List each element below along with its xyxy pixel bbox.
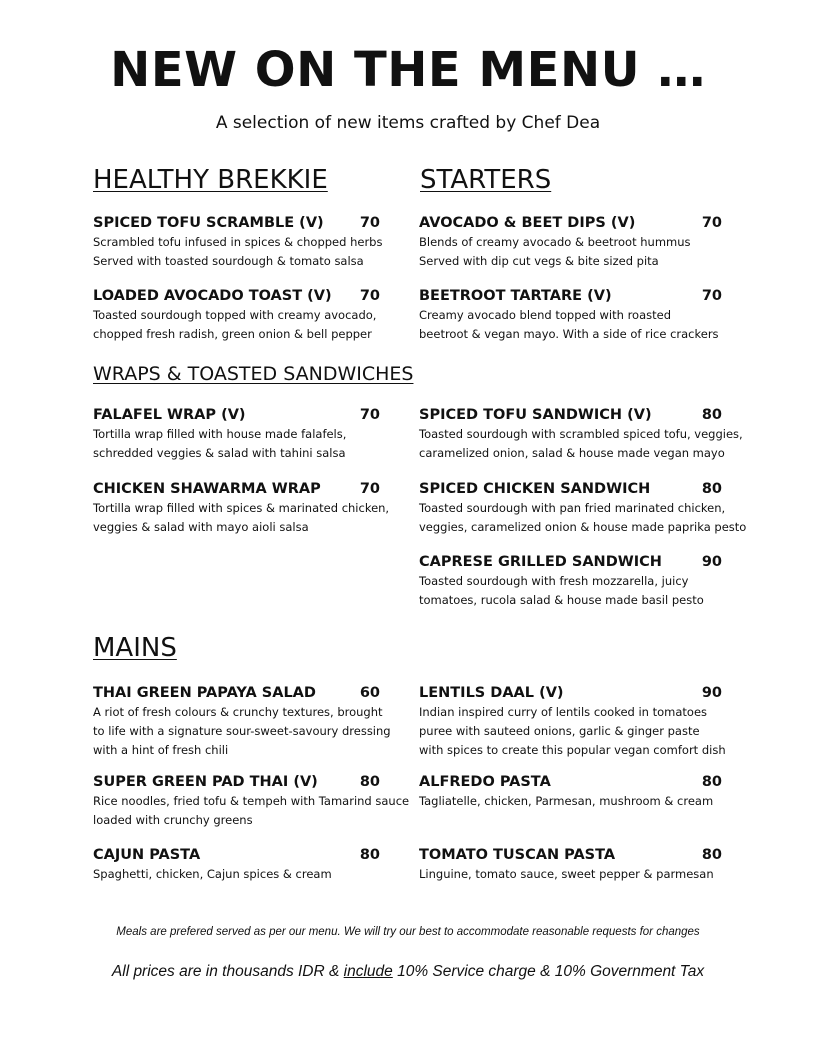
item-name: LOADED AVOCADO TOAST (V) [93,288,332,304]
menu-item-chicken-shawarma-wrap [93,480,390,536]
item-description: Tagliatelle, chicken, Parmesan, mushroom & cream [419,794,714,808]
item-price: 70 [701,288,722,304]
item-description: with spices to create this popular vegan comfort dish [419,743,726,757]
item-description: A riot of fresh colours & crunchy textures, brought [93,705,383,719]
item-name: THAI GREEN PAPAYA SALAD [93,685,316,701]
item-description: Spaghetti, chicken, Cajun spices & cream [93,867,332,881]
item-name: CAJUN PASTA [93,847,201,863]
item-name: SUPER GREEN PAD THAI (V) [93,774,318,790]
page-subtitle: A selection of new items crafted by Chef Dea [215,113,601,133]
page-title: NEW ON THE MENU … [110,42,706,98]
item-price: 80 [701,774,722,790]
item-price: 90 [701,685,722,701]
item-name: CHICKEN SHAWARMA WRAP [93,481,321,497]
item-description: Tortilla wrap filled with house made falafels, [93,427,347,441]
item-description: Served with toasted sourdough & tomato salsa [93,254,364,268]
item-name: BEETROOT TARTARE (V) [419,288,612,304]
item-name: LENTILS DAAL (V) [419,685,564,701]
price-tax-note [0,962,816,982]
tax-note-prefix: All prices are in thousands IDR & [111,963,344,980]
item-description: Creamy avocado blend topped with roasted [419,308,672,322]
section-heading-healthy-brekkie: HEALTHY BREKKIE [93,165,328,195]
item-description: Scrambled tofu infused in spices & chopped herbs [93,235,383,249]
item-description: veggies, caramelized onion & house made paprika pesto [419,520,747,534]
item-price: 80 [359,774,380,790]
tax-note-suffix: 10% Service charge & 10% Government Tax [392,963,705,980]
item-price: 80 [701,481,722,497]
item-description: loaded with crunchy greens [93,813,253,827]
item-name: TOMATO TUSCAN PASTA [419,847,616,863]
item-description: Blends of creamy avocado & beetroot hummus [419,235,691,249]
item-description: schredded veggies & salad with tahini salsa [93,446,346,460]
menu-item-super-green-pad-thai [93,773,410,829]
section-heading-wraps-sandwiches: WRAPS & TOASTED SANDWICHES [93,363,414,385]
section-heading-starters: STARTERS [420,165,552,195]
item-description: Served with dip cut vegs & bite sized pita [419,254,659,268]
item-description: Indian inspired curry of lentils cooked in tomatoes [419,705,708,719]
item-price: 70 [359,481,380,497]
menu-item-spiced-chicken-sandwich [419,480,747,536]
item-price: 90 [701,554,722,570]
item-description: chopped fresh radish, green onion & bell pepper [93,327,372,341]
menu-item-alfredo-pasta [419,773,722,810]
menu-item-beetroot-tartare [419,287,722,343]
menu-item-loaded-avocado-toast [93,287,380,343]
item-price: 80 [701,407,722,423]
menu-item-lentils-daal [419,684,726,759]
item-name: ALFREDO PASTA [419,774,551,790]
item-name: CAPRESE GRILLED SANDWICH [419,554,662,570]
item-price: 80 [359,847,380,863]
item-price: 80 [701,847,722,863]
menu-item-falafel-wrap [93,406,380,462]
item-price: 70 [359,407,380,423]
item-description: tomatoes, rucola salad & house made basil pesto [419,593,704,607]
item-name: FALAFEL WRAP (V) [93,407,246,423]
menu-item-spiced-tofu-scramble [93,214,383,270]
menu-item-cajun-pasta [93,846,380,883]
item-description: Toasted sourdough with scrambled spiced tofu, veggies, [419,427,743,441]
item-name: SPICED TOFU SCRAMBLE (V) [93,215,324,231]
item-name: SPICED CHICKEN SANDWICH [419,481,651,497]
item-description: caramelized onion, salad & house made vegan mayo [419,446,725,460]
item-description: Tortilla wrap filled with spices & marinated chicken, [93,501,390,515]
item-description: beetroot & vegan mayo. With a side of rice crackers [419,327,719,341]
item-description: puree with sauteed onions, garlic & ginger paste [419,724,700,738]
item-description: with a hint of fresh chili [93,743,229,757]
item-price: 70 [701,215,722,231]
item-description: Toasted sourdough topped with creamy avocado, [93,308,377,322]
item-description: Linguine, tomato sauce, sweet pepper & parmesan [419,867,714,881]
serving-note: Meals are prefered served as per our menu. We will try our best to accommodate reasonable requests for changes [116,926,700,938]
section-heading-mains: MAINS [93,633,177,663]
item-description: Toasted sourdough with fresh mozzarella, juicy [419,574,689,588]
menu-item-caprese-grilled-sandwich [419,553,722,609]
menu-item-spiced-tofu-sandwich [419,406,743,462]
item-price: 70 [359,288,380,304]
menu-item-thai-green-papaya-salad [93,684,391,759]
menu-item-avocado-beet-dips [419,214,722,270]
item-name: AVOCADO & BEET DIPS (V) [419,215,636,231]
tax-note-include: include [343,963,393,980]
item-name: SPICED TOFU SANDWICH (V) [419,407,652,423]
item-description: veggies & salad with mayo aioli salsa [93,520,309,534]
item-description: Toasted sourdough with pan fried marinated chicken, [419,501,726,515]
menu-item-tomato-tuscan-pasta [419,846,722,883]
item-description: Rice noodles, fried tofu & tempeh with Tamarind sauce [93,794,410,808]
item-price: 70 [359,215,380,231]
item-description: to life with a signature sour-sweet-savoury dressing [93,724,391,738]
item-price: 60 [359,685,380,701]
